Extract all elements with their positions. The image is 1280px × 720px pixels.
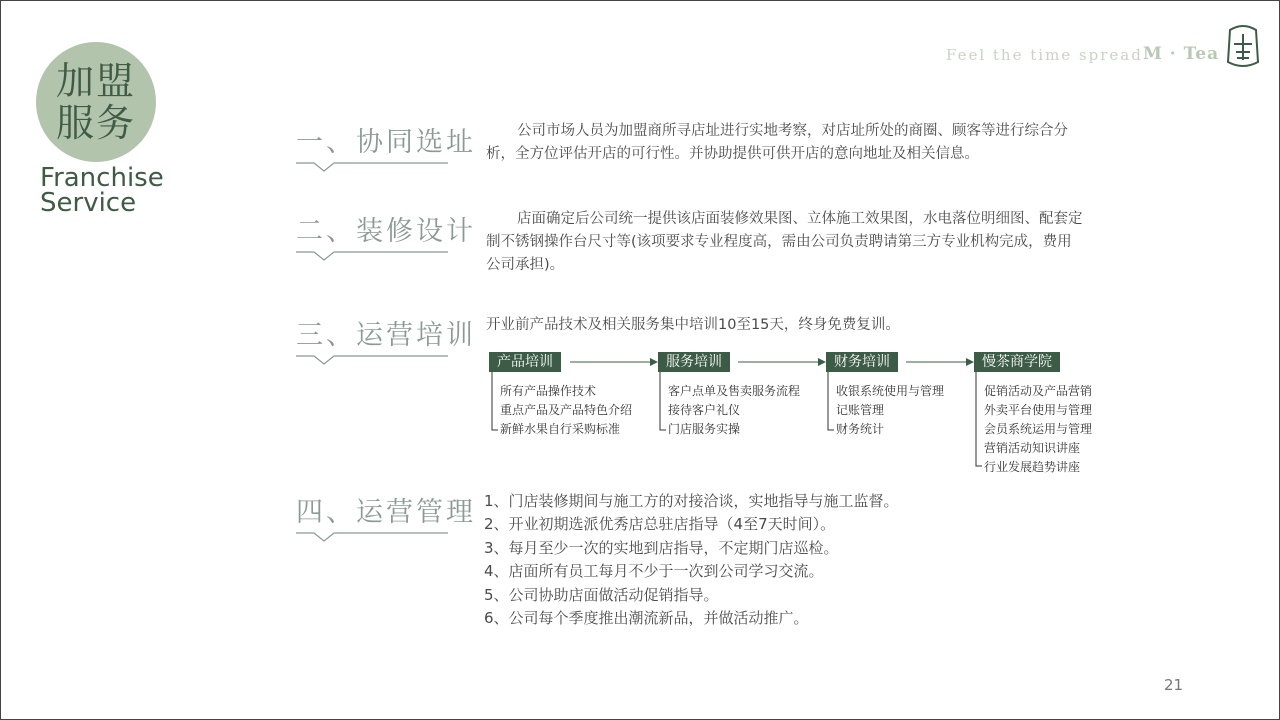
- section-heading-text: 一、协同选址: [296, 127, 476, 158]
- title-cn-line1: 加盟: [55, 59, 136, 103]
- flow-list-finance: [836, 382, 944, 439]
- brand-slogan: Feel the time spread: [946, 46, 1143, 64]
- list-item: 记账管理: [836, 403, 885, 417]
- heading-underline-icon: [296, 531, 448, 543]
- section-text-3: 开业前产品技术及相关服务集中培训10至15天，终身免费复训。: [486, 317, 900, 333]
- list-item: 5、公司协助店面做活动促销指导。: [484, 585, 719, 604]
- list-item: 3、每月至少一次的实地到店指导，不定期门店巡检。: [484, 538, 839, 557]
- list-item: 会员系统运用与管理: [984, 422, 1093, 436]
- list-item: 门店服务实操: [668, 422, 741, 436]
- list-item: 行业发展趋势讲座: [984, 460, 1081, 474]
- flow-step-business-school: 慢茶商学院: [974, 352, 1060, 372]
- list-item: 营销活动知识讲座: [984, 441, 1081, 455]
- flow-step-finance-training: 财务培训: [826, 352, 898, 372]
- flow-list-product: [500, 382, 632, 439]
- section-heading-text: 三、运营培训: [296, 320, 476, 351]
- title-en-line2: Service: [40, 188, 137, 218]
- list-item: 收银系统使用与管理: [836, 384, 945, 398]
- list-item: 1、门店装修期间与施工方的对接洽谈，实地指导与施工监督。: [484, 492, 899, 510]
- list-item: 新鲜水果自行采购标准: [500, 422, 621, 436]
- arrow-right-icon: [818, 358, 826, 366]
- section-heading-text: 二、装修设计: [296, 216, 476, 247]
- arrow-right-icon: [966, 358, 974, 366]
- section-text-2: 店面确定后公司统一提供该店面装修效果图、立体施工效果图，水电落位明细图、配套定制不锈钢操作台尺寸等(该项要求专业程度高，需由公司负责聘请第三方专业机构完成，费用公司承担)。: [486, 211, 1083, 273]
- list-item: 客户点单及售卖服务流程: [668, 384, 801, 398]
- section-text-1: 公司市场人员为加盟商所寻店址进行实地考察，对店址所处的商圈、顾客等进行综合分析，全方位评估开店的可行性。并协助提供可供开店的意向地址及相关信息。: [486, 123, 1068, 162]
- list-item: 财务统计: [836, 422, 885, 436]
- list-item: 重点产品及产品特色介绍: [500, 403, 633, 417]
- flow-list-school: [984, 382, 1092, 477]
- list-item: 促销活动及产品营销: [984, 384, 1093, 398]
- list-item: 外卖平台使用与管理: [984, 403, 1093, 417]
- management-list: [484, 490, 899, 630]
- list-item: 所有产品操作技术: [500, 384, 597, 398]
- list-item: 2、开业初期选派优秀店总驻店指导（4至7天时间）。: [484, 515, 836, 534]
- list-item: 4、店面所有员工每月不少于一次到公司学习交流。: [484, 562, 824, 581]
- title-cn-line2: 服务: [55, 101, 136, 145]
- title-en-line1: Franchise: [40, 163, 164, 193]
- list-item: 6、公司每个季度推出潮流新品，并做活动推广。: [484, 609, 809, 628]
- flow-step-service-training: 服务培训: [658, 352, 730, 372]
- flow-step-product-training: 产品培训: [489, 352, 561, 372]
- brand-name: M · Tea: [1143, 44, 1220, 64]
- list-item: 接待客户礼仪: [668, 403, 741, 417]
- page-number: 21: [1164, 676, 1184, 694]
- section-heading-text: 四、运营管理: [296, 497, 476, 528]
- arrow-right-icon: [650, 358, 658, 366]
- section-heading-4: [296, 490, 476, 543]
- flow-list-service: [668, 382, 800, 439]
